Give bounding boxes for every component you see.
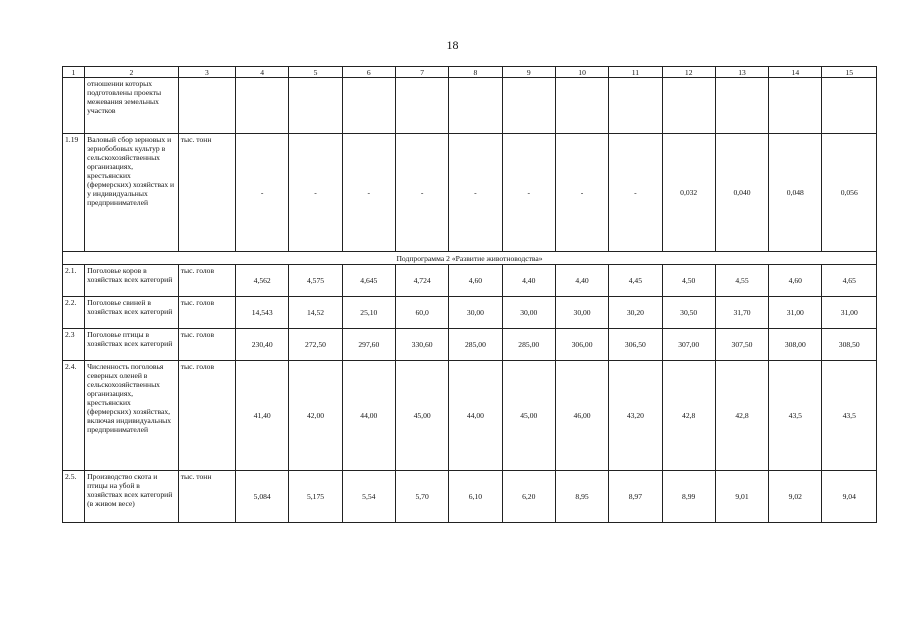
- column-number-7: 7: [395, 67, 448, 78]
- cell-value: 42,00: [289, 361, 342, 471]
- cell-unit: тыс. голов: [178, 329, 235, 361]
- cell-unit: тыс. голов: [178, 297, 235, 329]
- cell-unit: тыс. тонн: [178, 471, 235, 523]
- cell-value: 42,8: [715, 361, 768, 471]
- cell-num: 2.1.: [63, 265, 85, 297]
- cell-num: 2.2.: [63, 297, 85, 329]
- column-number-5: 5: [289, 67, 342, 78]
- cell-value: -: [395, 134, 448, 252]
- cell-value: 60,0: [395, 297, 448, 329]
- cell-value: 4,562: [236, 265, 289, 297]
- cell-value: 30,00: [555, 297, 608, 329]
- cell-value: 30,00: [449, 297, 502, 329]
- column-number-6: 6: [342, 67, 395, 78]
- cell-value: 8,95: [555, 471, 608, 523]
- cell-value: 14,52: [289, 297, 342, 329]
- cell-value: 4,55: [715, 265, 768, 297]
- cell-value: 308,50: [822, 329, 877, 361]
- cell-value: 0,056: [822, 134, 877, 252]
- cell-value: 42,8: [662, 361, 715, 471]
- cell-value: 9,01: [715, 471, 768, 523]
- cell-value: 306,50: [609, 329, 662, 361]
- cell-value: 43,20: [609, 361, 662, 471]
- cell-value: 4,724: [395, 265, 448, 297]
- cell-value: 14,543: [236, 297, 289, 329]
- table-row: [63, 297, 877, 329]
- cell-value: 31,70: [715, 297, 768, 329]
- cell-name: Производство скота и птицы на убой в хозяйствах всех категорий (в живом весе): [85, 471, 179, 523]
- table-row: [63, 361, 877, 471]
- cell-value: 0,040: [715, 134, 768, 252]
- cell-unit: тыс. тонн: [178, 134, 235, 252]
- cell-value: 272,50: [289, 329, 342, 361]
- cell-name: Поголовье коров в хозяйствах всех категорий: [85, 265, 179, 297]
- cell-value: 45,00: [502, 361, 555, 471]
- cell-unit: тыс. голов: [178, 265, 235, 297]
- column-number-11: 11: [609, 67, 662, 78]
- cell-value: -: [289, 134, 342, 252]
- cell-name: Поголовье свиней в хозяйствах всех категорий: [85, 297, 179, 329]
- cell-value: -: [449, 134, 502, 252]
- column-number-9: 9: [502, 67, 555, 78]
- cell-value: 31,00: [822, 297, 877, 329]
- cell-value: 308,00: [769, 329, 822, 361]
- cell-value: 44,00: [342, 361, 395, 471]
- cell-value: 0,032: [662, 134, 715, 252]
- cell-value: 5,54: [342, 471, 395, 523]
- cell-value: -: [609, 134, 662, 252]
- cell-value: 0,048: [769, 134, 822, 252]
- column-number-4: 4: [236, 67, 289, 78]
- cell-value: 43,5: [822, 361, 877, 471]
- cell-value: 44,00: [449, 361, 502, 471]
- cell-value: 46,00: [555, 361, 608, 471]
- cell-value: 4,645: [342, 265, 395, 297]
- column-number-2: 2: [85, 67, 179, 78]
- cell-name: Численность поголовья северных оленей в сельскохозяйственных организациях, крестьянских (фермерских) хозяйствах, включая индивидуальных предпринимателей: [85, 361, 179, 471]
- table-row: [63, 329, 877, 361]
- column-number-8: 8: [449, 67, 502, 78]
- cell-value: 4,50: [662, 265, 715, 297]
- cell-value: 41,40: [236, 361, 289, 471]
- cell-unit: тыс. голов: [178, 361, 235, 471]
- column-number-3: 3: [178, 67, 235, 78]
- column-number-14: 14: [769, 67, 822, 78]
- page-number: 18: [446, 38, 459, 52]
- cell-name: Валовый сбор зерновых и зернобобовых культур в сельскохозяйственных организациях, крестьянских (фермерских) хозяйствах и у индивидуальных предпринимателей: [85, 134, 179, 252]
- cell-value: 4,40: [555, 265, 608, 297]
- table-row: [63, 471, 877, 523]
- section-row: [63, 252, 877, 265]
- cell-value: 285,00: [502, 329, 555, 361]
- table-row: [63, 265, 877, 297]
- cell-value: 9,04: [822, 471, 877, 523]
- cell-value: -: [342, 134, 395, 252]
- cell-value: 307,00: [662, 329, 715, 361]
- cell-num: 1.19: [63, 134, 85, 252]
- section-title: Подпрограмма 2 «Развитие животноводства»: [63, 252, 877, 265]
- cell-value: 4,60: [769, 265, 822, 297]
- column-number-10: 10: [555, 67, 608, 78]
- cell-value: 9,02: [769, 471, 822, 523]
- cell-value: 307,50: [715, 329, 768, 361]
- cell-value: 30,20: [609, 297, 662, 329]
- cell-num: [63, 78, 85, 134]
- cell-value: 30,00: [502, 297, 555, 329]
- cell-value: 230,40: [236, 329, 289, 361]
- cell-value: -: [555, 134, 608, 252]
- column-number-13: 13: [715, 67, 768, 78]
- cell-num: 2.3: [63, 329, 85, 361]
- cell-value: 43,5: [769, 361, 822, 471]
- cell-value: 6,20: [502, 471, 555, 523]
- cell-value: -: [502, 134, 555, 252]
- column-number-12: 12: [662, 67, 715, 78]
- cell-value: 4,40: [502, 265, 555, 297]
- column-number-row: [63, 67, 877, 78]
- cell-value: 31,00: [769, 297, 822, 329]
- cell-unit: [178, 78, 235, 134]
- cell-value: 4,65: [822, 265, 877, 297]
- cell-value: 285,00: [449, 329, 502, 361]
- cell-name: отношении которых подготовлены проекты межевания земельных участков: [85, 78, 179, 134]
- cell-value: 8,97: [609, 471, 662, 523]
- cell-value: -: [236, 134, 289, 252]
- cell-value: 4,45: [609, 265, 662, 297]
- cell-value: 297,60: [342, 329, 395, 361]
- table-row: [63, 134, 877, 252]
- cell-value: 45,00: [395, 361, 448, 471]
- cell-value: 5,175: [289, 471, 342, 523]
- cell-value: 4,60: [449, 265, 502, 297]
- column-number-15: 15: [822, 67, 877, 78]
- column-number-1: 1: [63, 67, 85, 78]
- cell-value: 5,084: [236, 471, 289, 523]
- cell-value: 30,50: [662, 297, 715, 329]
- cell-value: 8,99: [662, 471, 715, 523]
- continuation-row: [63, 78, 877, 134]
- cell-num: 2.4.: [63, 361, 85, 471]
- cell-num: 2.5.: [63, 471, 85, 523]
- cell-value: 330,60: [395, 329, 448, 361]
- cell-value: 25,10: [342, 297, 395, 329]
- cell-value: 6,10: [449, 471, 502, 523]
- cell-value: 306,00: [555, 329, 608, 361]
- cell-value: 5,70: [395, 471, 448, 523]
- indicators-table: [62, 66, 877, 523]
- cell-value: 4,575: [289, 265, 342, 297]
- cell-name: Поголовье птицы в хозяйствах всех категорий: [85, 329, 179, 361]
